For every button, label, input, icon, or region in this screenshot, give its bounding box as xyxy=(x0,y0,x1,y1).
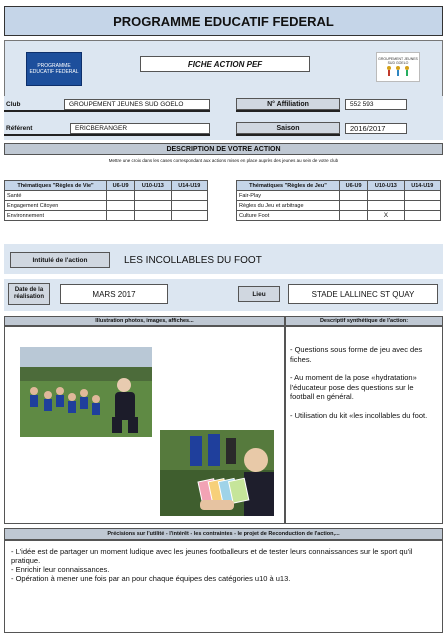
page-header: PROGRAMME EDUCATIF FEDERAL xyxy=(4,6,443,36)
checkbox-cell[interactable] xyxy=(171,211,207,221)
club-logo xyxy=(376,52,420,82)
date-label xyxy=(8,283,50,305)
table-row xyxy=(5,211,208,221)
table-header: U14-U19 xyxy=(404,181,440,191)
date-label-line-1: Date de la xyxy=(14,287,44,293)
regles-vie-table xyxy=(4,180,208,221)
table-header: U10-U13 xyxy=(135,181,171,191)
row-label: Engagement Citoyen xyxy=(5,201,107,211)
precisions-title: Précisions sur l'utilité - l'intérêt - les contraintes - le projet de Reconduction de l'action,... xyxy=(4,528,443,540)
precisions-line: - L'idée est de partager un moment ludique avec les jeunes footballeurs et de tester leurs connaissances sur le sport qu'il pratique. xyxy=(11,547,413,565)
lieu-field[interactable]: STADE LALLINEC ST QUAY xyxy=(288,284,438,304)
regles-jeu-table xyxy=(236,180,441,221)
saison-underline xyxy=(236,134,340,136)
referent-underline xyxy=(4,134,210,136)
table-header: U6-U9 xyxy=(340,181,368,191)
pef-logo-line-2: EDUCATIF FEDERAL xyxy=(29,69,79,75)
checkbox-cell[interactable] xyxy=(107,201,135,211)
checkbox-cell[interactable] xyxy=(107,211,135,221)
checkbox-cell[interactable] xyxy=(404,201,440,211)
checkbox-cell[interactable] xyxy=(404,191,440,201)
photo-quiz-cards xyxy=(160,430,274,516)
checkbox-cell[interactable] xyxy=(340,201,368,211)
table-row xyxy=(5,191,208,201)
synthese-paragraph: - Utilisation du kit «les incollables du foot. xyxy=(290,410,428,420)
table-header-row xyxy=(5,181,208,191)
club-field[interactable]: GROUPEMENT JEUNES SUD GOELO xyxy=(64,99,210,110)
checkbox-cell[interactable] xyxy=(368,191,404,201)
affiliation-field[interactable]: 552 593 xyxy=(345,99,407,110)
club-label: Club xyxy=(6,100,21,108)
table-header: U6-U9 xyxy=(107,181,135,191)
synthese-title: Descriptif synthétique de l'action: xyxy=(285,316,443,326)
checkbox-cell[interactable] xyxy=(368,201,404,211)
table-header: Thématiques "Règles de Vie" xyxy=(5,181,107,191)
synthese-paragraph: - Questions sous forme de jeu avec des fiches. xyxy=(290,345,423,364)
precisions-line: - Opération à mener une fois par an pour chaque équipes des catégories u10 à u13. xyxy=(11,574,291,583)
intitule-label: Intitulé de l'action xyxy=(10,252,110,268)
club-underline xyxy=(4,110,210,112)
checkbox-cell[interactable] xyxy=(107,191,135,201)
affiliation-label: N° Affiliation xyxy=(236,98,340,110)
description-title: DESCRIPTION DE VOTRE ACTION xyxy=(4,143,443,155)
affiliation-underline xyxy=(236,110,340,112)
description-subtitle: Mettre une croix dans les cases correspondant aux actions mises en place auprès des jeunes au sein de votre club xyxy=(108,157,339,163)
date-field[interactable]: MARS 2017 xyxy=(60,284,168,304)
club-logo-figures-icon xyxy=(383,65,413,77)
row-label: Culture Foot xyxy=(237,211,340,221)
lieu-label: Lieu xyxy=(238,286,280,302)
saison-field[interactable]: 2016/2017 xyxy=(345,123,407,134)
row-label: Fair-Play xyxy=(237,191,340,201)
checkbox-cell[interactable]: X xyxy=(368,211,404,221)
date-label-line-2: réalisation xyxy=(13,294,44,300)
table-row xyxy=(237,211,441,221)
checkbox-cell[interactable] xyxy=(135,191,171,201)
referent-field[interactable]: ERICBERANGER xyxy=(70,123,210,134)
checkbox-cell[interactable] xyxy=(340,191,368,201)
pef-logo-line-1: PROGRAMME xyxy=(37,63,71,69)
club-logo-line-1: GROUPEMENT JEUNES xyxy=(378,57,418,61)
table-row xyxy=(5,201,208,211)
photo-team-huddle xyxy=(20,347,152,437)
row-label: Santé xyxy=(5,191,107,201)
checkbox-cell[interactable] xyxy=(135,211,171,221)
club-logo-line-2: SUD GOELO xyxy=(387,61,409,65)
synthese-paragraph: - Au moment de la pose «hydratation» l'éducateur pose des questions sur le football en général. xyxy=(290,373,417,401)
saison-label: Saison xyxy=(236,122,340,134)
checkbox-cell[interactable] xyxy=(135,201,171,211)
checkbox-cell[interactable] xyxy=(171,201,207,211)
table-header-row xyxy=(237,181,441,191)
fiche-title: FICHE ACTION PEF xyxy=(140,56,310,72)
table-header: U10-U13 xyxy=(368,181,404,191)
table-header: Thématiques "Règles de Jeu" xyxy=(237,181,340,191)
precisions-text xyxy=(4,540,443,633)
checkbox-cell[interactable] xyxy=(171,191,207,201)
row-label: Règles du Jeu et arbitrage xyxy=(237,201,340,211)
intitule-field[interactable]: LES INCOLLABLES DU FOOT xyxy=(118,250,437,270)
table-row xyxy=(237,201,441,211)
checkbox-cell[interactable] xyxy=(340,211,368,221)
illustration-title: Illustration photos, images, affiches... xyxy=(4,316,285,326)
referent-label: Référent xyxy=(6,124,33,132)
synthese-text xyxy=(285,326,443,524)
table-row xyxy=(237,191,441,201)
checkbox-cell[interactable] xyxy=(404,211,440,221)
pef-logo xyxy=(26,52,82,86)
table-header: U14-U19 xyxy=(171,181,207,191)
precisions-line: - Enrichir leur connaissances. xyxy=(11,565,110,574)
row-label: Environnement xyxy=(5,211,107,221)
